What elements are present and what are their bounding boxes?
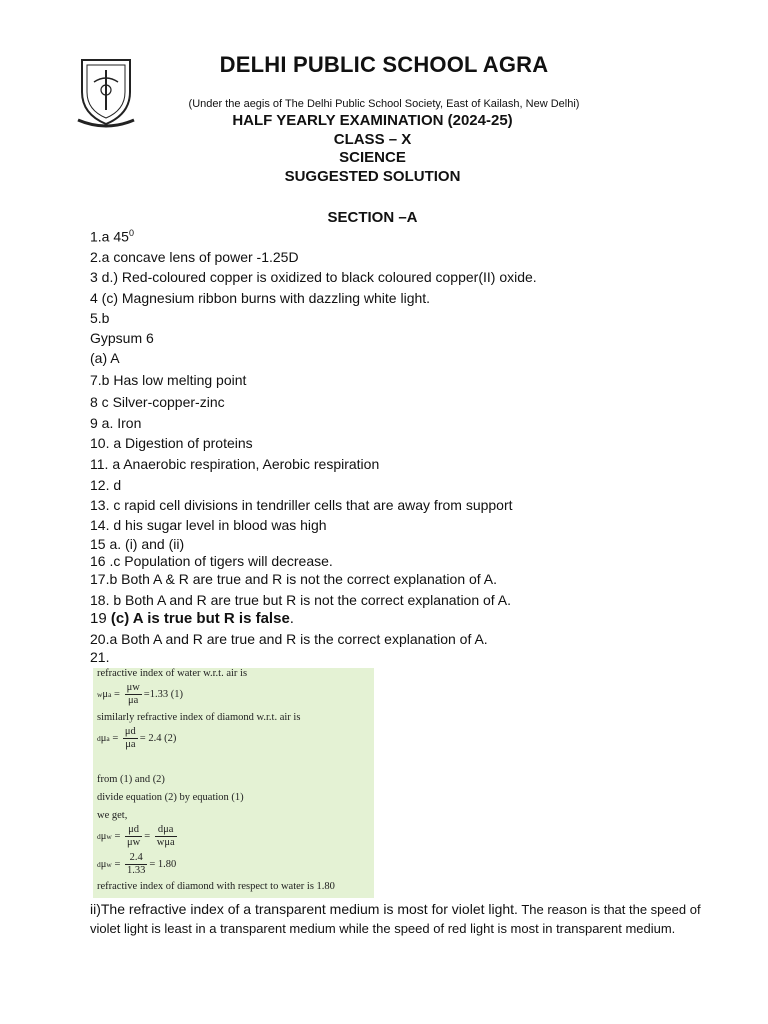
sol-eq-3: dμw = $\frac{\mu d}{\mu w}$ = $\frac{\text{dμa}}{\text{wμa}}$ <box>97 824 175 848</box>
answer-3: 3 d.) Red-coloured copper is oxidized to black coloured copper(II) oxide. <box>90 269 537 285</box>
answer-12: 12. d <box>90 477 122 493</box>
solution-21-box <box>93 668 374 898</box>
aegis-line: (Under the aegis of The Delhi Public School Society, East of Kailash, New Delhi) <box>188 98 580 110</box>
sol-eq-1: wμa = $\frac{\mu w}{\mu a}$ =1.33 (1) <box>97 682 183 706</box>
answer-18: 18. b Both A and R are true but R is not the correct explanation of A. <box>90 592 512 608</box>
answer-20: 20.a Both A and R are true and R is the correct explanation of A. <box>90 631 488 647</box>
answer-2: 2.a concave lens of power -1.25D <box>90 249 299 265</box>
sol-line-5: we get, <box>97 810 128 821</box>
sol-eq-4: dμw = $\frac{2.4}{1.33}$ = 1.80 <box>97 852 177 876</box>
sol-line-4: divide equation (2) by equation (1) <box>97 792 244 803</box>
answer-4: 4 (c) Magnesium ribbon burns with dazzling white light. <box>90 290 431 306</box>
exam-title: HALF YEARLY EXAMINATION (2024-25) <box>232 112 513 129</box>
answer-11: 11. a Anaerobic respiration, Aerobic respiration <box>90 456 380 472</box>
answer-13: 13. c rapid cell divisions in tendriller cells that are away from support <box>90 497 513 513</box>
answer-17: 17.b Both A & R are true and R is not the correct explanation of A. <box>90 571 498 587</box>
sol-line-6: refractive index of diamond with respect to water is 1.80 <box>97 881 335 892</box>
answer-9: 9 a. Iron <box>90 415 142 431</box>
sol-line-2: similarly refractive index of diamond w.r.t. air is <box>97 712 301 723</box>
answer-7: 7.b Has low melting point <box>90 372 247 388</box>
answer-21-part-ii: ii)The refractive index of a transparent medium is most for violet light. The reason is that the speed of violet light is least in a transparent medium while the speed of red light is most in transparent medium. <box>90 901 701 936</box>
answer-1: 1.a $45^0$ <box>90 228 134 245</box>
answer-6: (a) A <box>90 350 120 366</box>
answer-5: 5.b <box>90 310 110 326</box>
answer-16: 16 .c Population of tigers will decrease. <box>90 553 333 569</box>
answer-8: 8 c Silver-copper-zinc <box>90 394 225 410</box>
section-title: SECTION –A <box>327 209 418 226</box>
answer-15: 15 a. (i) and (ii) <box>90 536 185 552</box>
answer-10: 10. a Digestion of proteins <box>90 435 253 451</box>
class-title: CLASS – X <box>333 131 412 148</box>
answer-21: 21. <box>90 649 110 665</box>
doc-type-title: SUGGESTED SOLUTION <box>284 168 461 185</box>
school-name: DELHI PUBLIC SCHOOL AGRA <box>219 52 549 77</box>
answer-5-gypsum: Gypsum 6 <box>90 330 154 346</box>
sol-line-1: refractive index of water w.r.t. air is <box>97 668 248 679</box>
sol-line-3: from (1) and (2) <box>97 774 165 785</box>
subject-title: SCIENCE <box>339 149 406 166</box>
sol-eq-2: dμa = $\frac{\mu d}{\mu a}$ = 2.4 (2) <box>97 726 177 750</box>
answer-14: 14. d his sugar level in blood was high <box>90 517 327 533</box>
answer-19: 19 (c) A is true but R is false. <box>90 610 294 627</box>
